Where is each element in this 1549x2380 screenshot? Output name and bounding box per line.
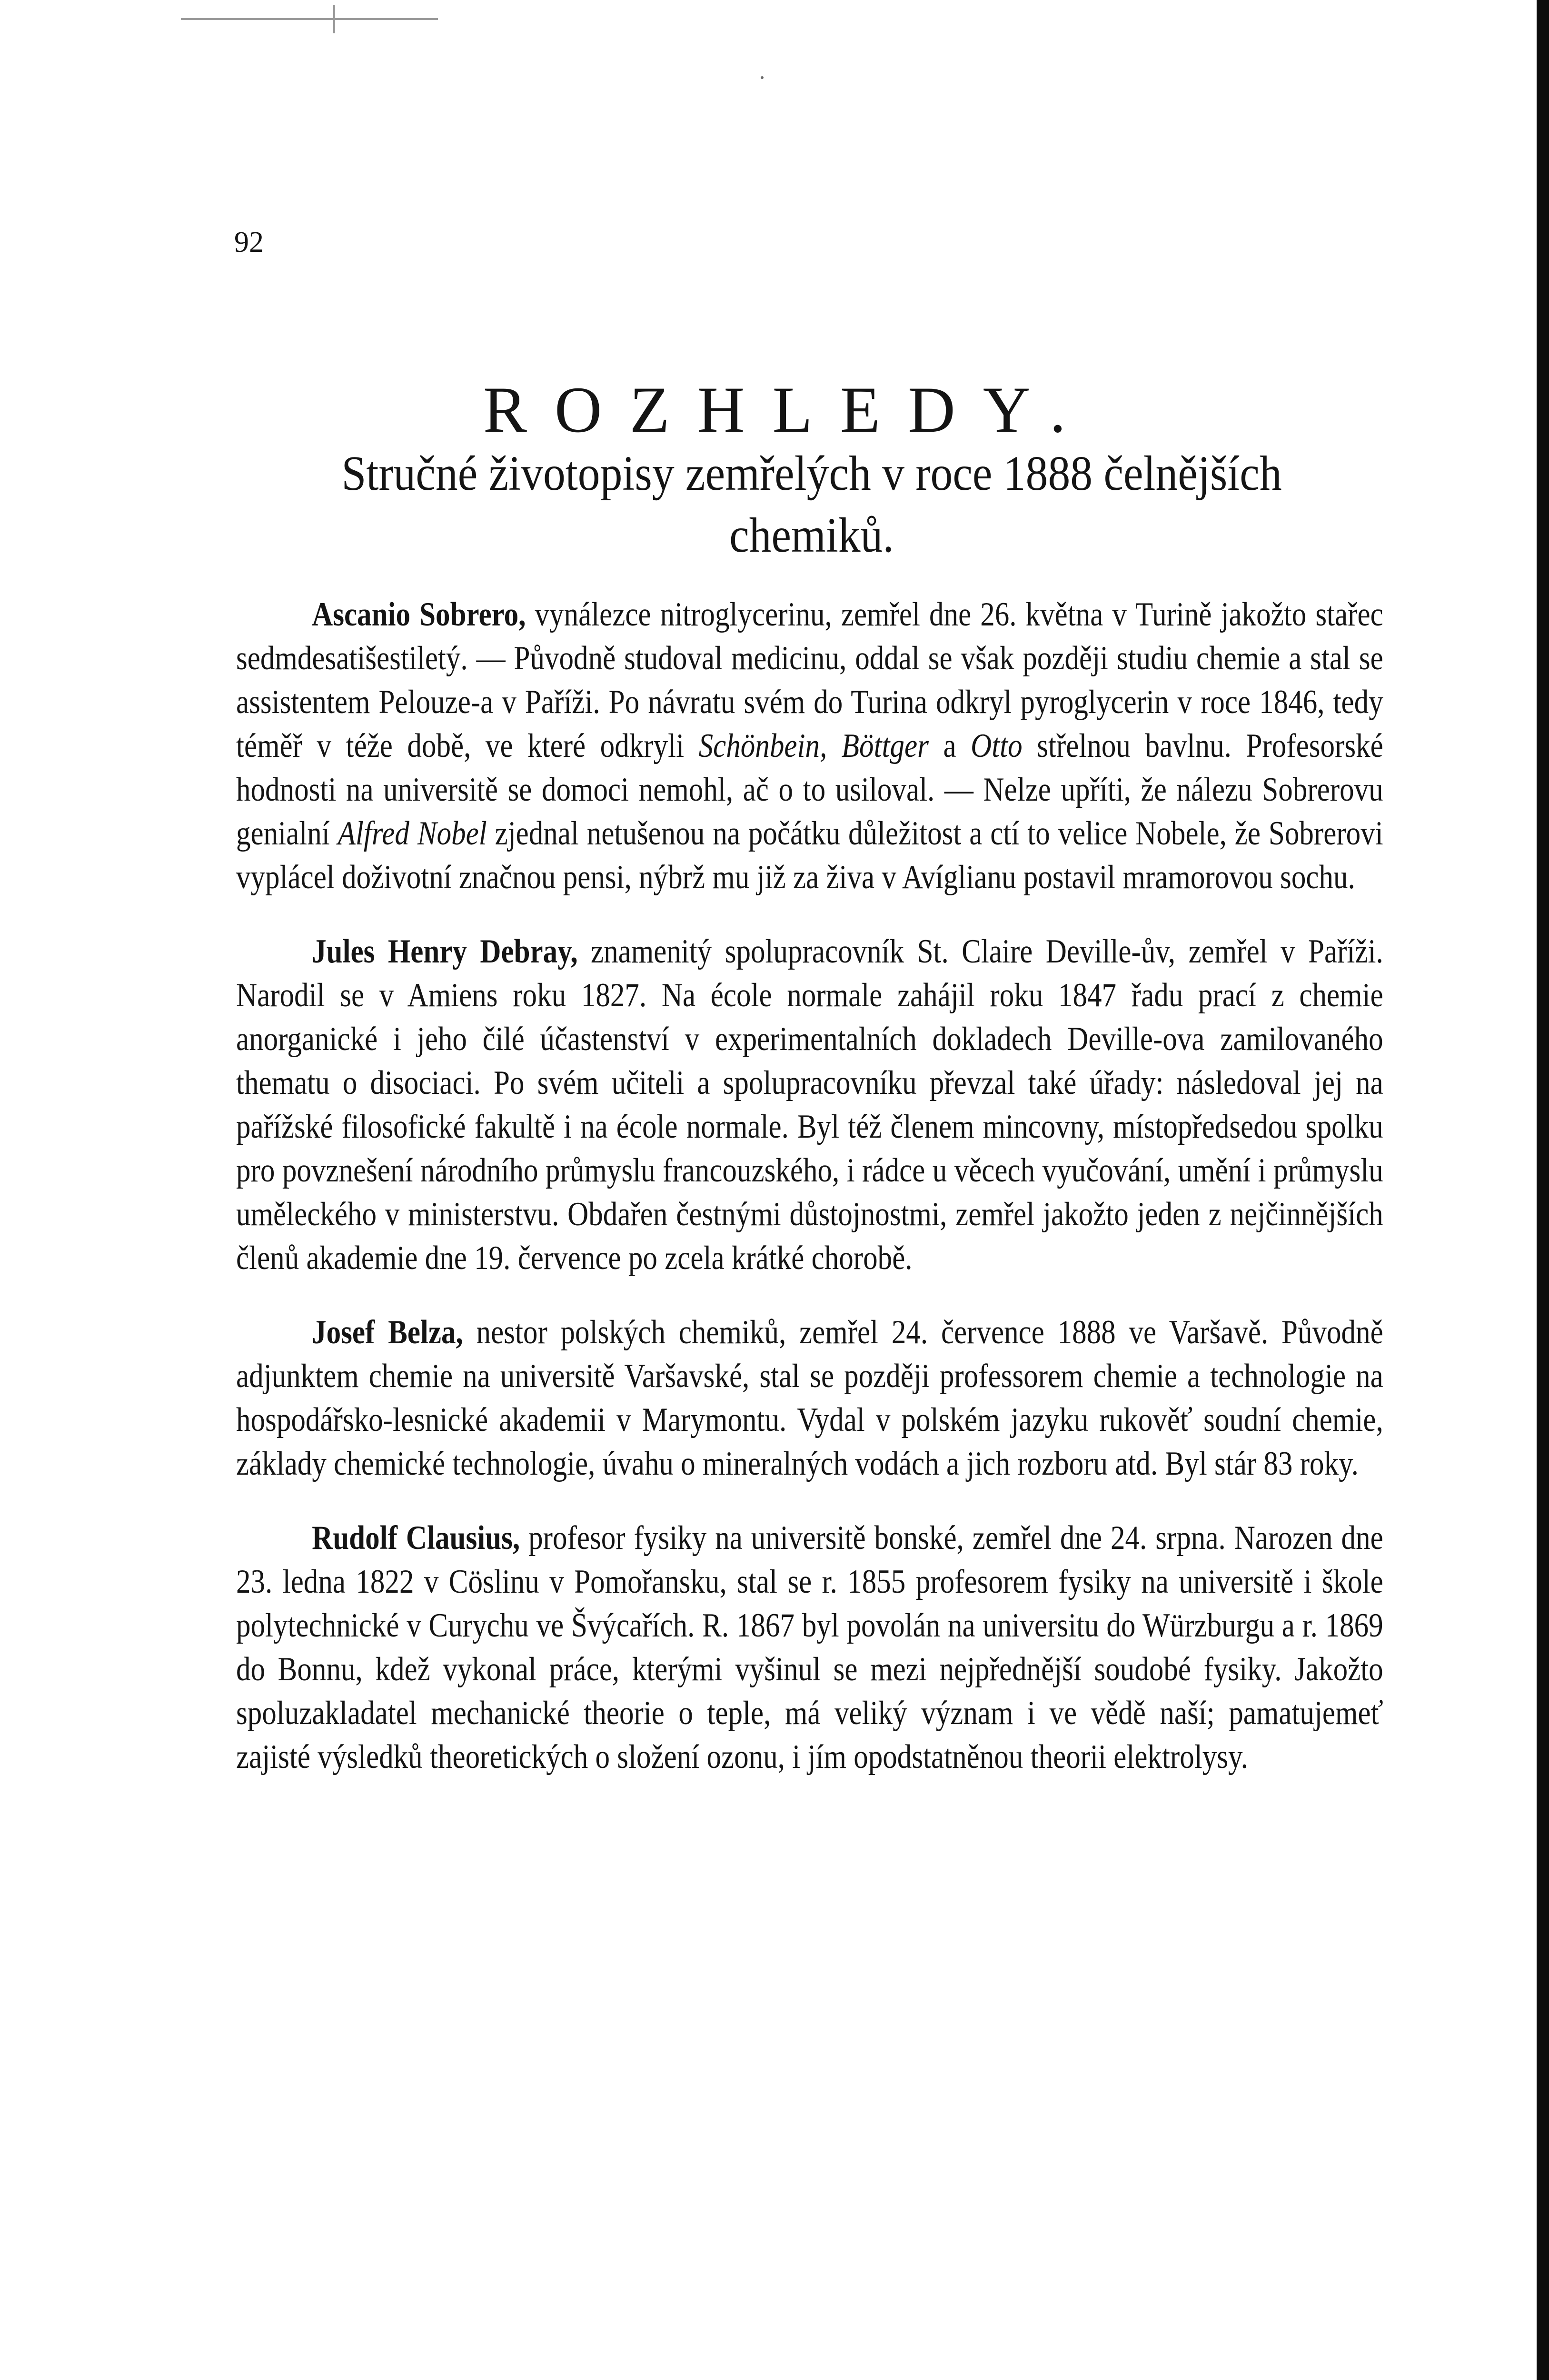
entry-text: střelnou bavlnu. Profesorské hodnosti na universitě se domoci nemohl, ač o to usiloval. — Nelze upříti, že nálezu Sobrerovu genialní — [236, 727, 1383, 852]
scan-speck — [761, 76, 764, 79]
page-number: 92 — [234, 226, 264, 258]
subtitle: Stručné životopisy zemřelých v roce 1888 čelnějších chemiků. — [341, 446, 1282, 563]
entry-belza — [236, 1310, 1383, 1486]
scan-edge-mark — [333, 5, 335, 33]
entry-clausius — [236, 1516, 1383, 1779]
entry-text: vynálezce nitroglycerinu, zemřel dne 26. května v Turině jakožto stařec sedmdesatišestiletý. — Původně studoval medicinu, oddal se však později studiu chemie a stal se assistentem Pelouze-a v Paříži. Po návratu svém do Turina odkryl pyroglycerin v roce 1846, tedy téměř v téže době, ve které odkryli — [236, 596, 1383, 764]
entry-italic-name: Otto — [971, 727, 1023, 764]
section-title: ROZHLEDY. — [483, 373, 1094, 446]
scan-border — [1537, 0, 1549, 2380]
entry-text: znamenitý spolupracovník St. Claire Deville-ův, zemřel v Paříži. Narodil se v Amiens roku 1827. Na école normale zahájil roku 1847 řadu prací z chemie anorganické i jeho čilé účastenství v experimentalních dokladech Deville-ova zamilovaného thematu o disociaci. Po svém učiteli a spolupracovníku převzal také úřady: následoval jej na pařížské filosofické fakultě i na école normale. Byl též členem mincovny, místopředsedou spolku pro povznešení národního průmyslu francouzského, i rádce u věcech vyučování, umění i průmyslu uměleckého v ministerstvu. Obdařen čestnými důstojnostmi, zemřel jakožto jeden z nejčinnějších členů akademie dne 19. července po zcela krátké chorobě. — [236, 933, 1383, 1277]
entry-debray — [236, 930, 1383, 1280]
entry-italic-name: Alfred Nobel — [338, 815, 487, 852]
entry-name: Rudolf Clausius, — [312, 1519, 520, 1557]
entry-text: a — [928, 727, 971, 764]
entry-name: Josef Belza, — [312, 1314, 463, 1351]
entry-text: nestor polských chemiků, zemřel 24. července 1888 ve Varšavě. Původně adjunktem chemie na universitě Varšavské, stal se později professorem chemie a technologie na hospodářsko-lesnické akademii v Marymontu. Vydal v polském jazyku rukověť soudní chemie, základy chemické technologie, úvahu o mineralných vodách a jich rozboru atd. Byl stár 83 roky. — [236, 1314, 1383, 1482]
entry-text: zjednal netušenou na počátku důležitost a ctí to velice Nobele, že Sobrerovi vyplácel doživotní značnou pensi, nýbrž mu již za živa v Avíglianu postavil mramorovou sochu. — [236, 815, 1383, 896]
entry-name: Ascanio Sobrero, — [312, 596, 526, 633]
entry-italic-names: Schönbein, Böttger — [698, 727, 929, 764]
entry-name: Jules Henry Debray, — [312, 933, 578, 970]
entry-text: profesor fysiky na universitě bonské, zemřel dne 24. srpna. Narozen dne 23. ledna 1822 v Cöslinu v Pomořansku, stal se r. 1855 profesorem fysiky na universitě i škole polytechnické v Curychu ve Švýcařích. R. 1867 byl povolán na universitu do Würzburgu a r. 1869 do Bonnu, kdež vykonal práce, kterými vyšinul se mezi nejpřednější soudobé fysiky. Jakožto spoluzakladatel mechanické theorie o teple, má veliký význam i ve vědě naší; pamatujemeť zajisté výsledků theoretických o složení ozonu, i jím opodstatněnou theorii elektrolysy. — [236, 1519, 1383, 1775]
entry-sobrero — [236, 593, 1383, 899]
scan-edge-line — [181, 18, 438, 20]
article-body — [236, 593, 1383, 1809]
